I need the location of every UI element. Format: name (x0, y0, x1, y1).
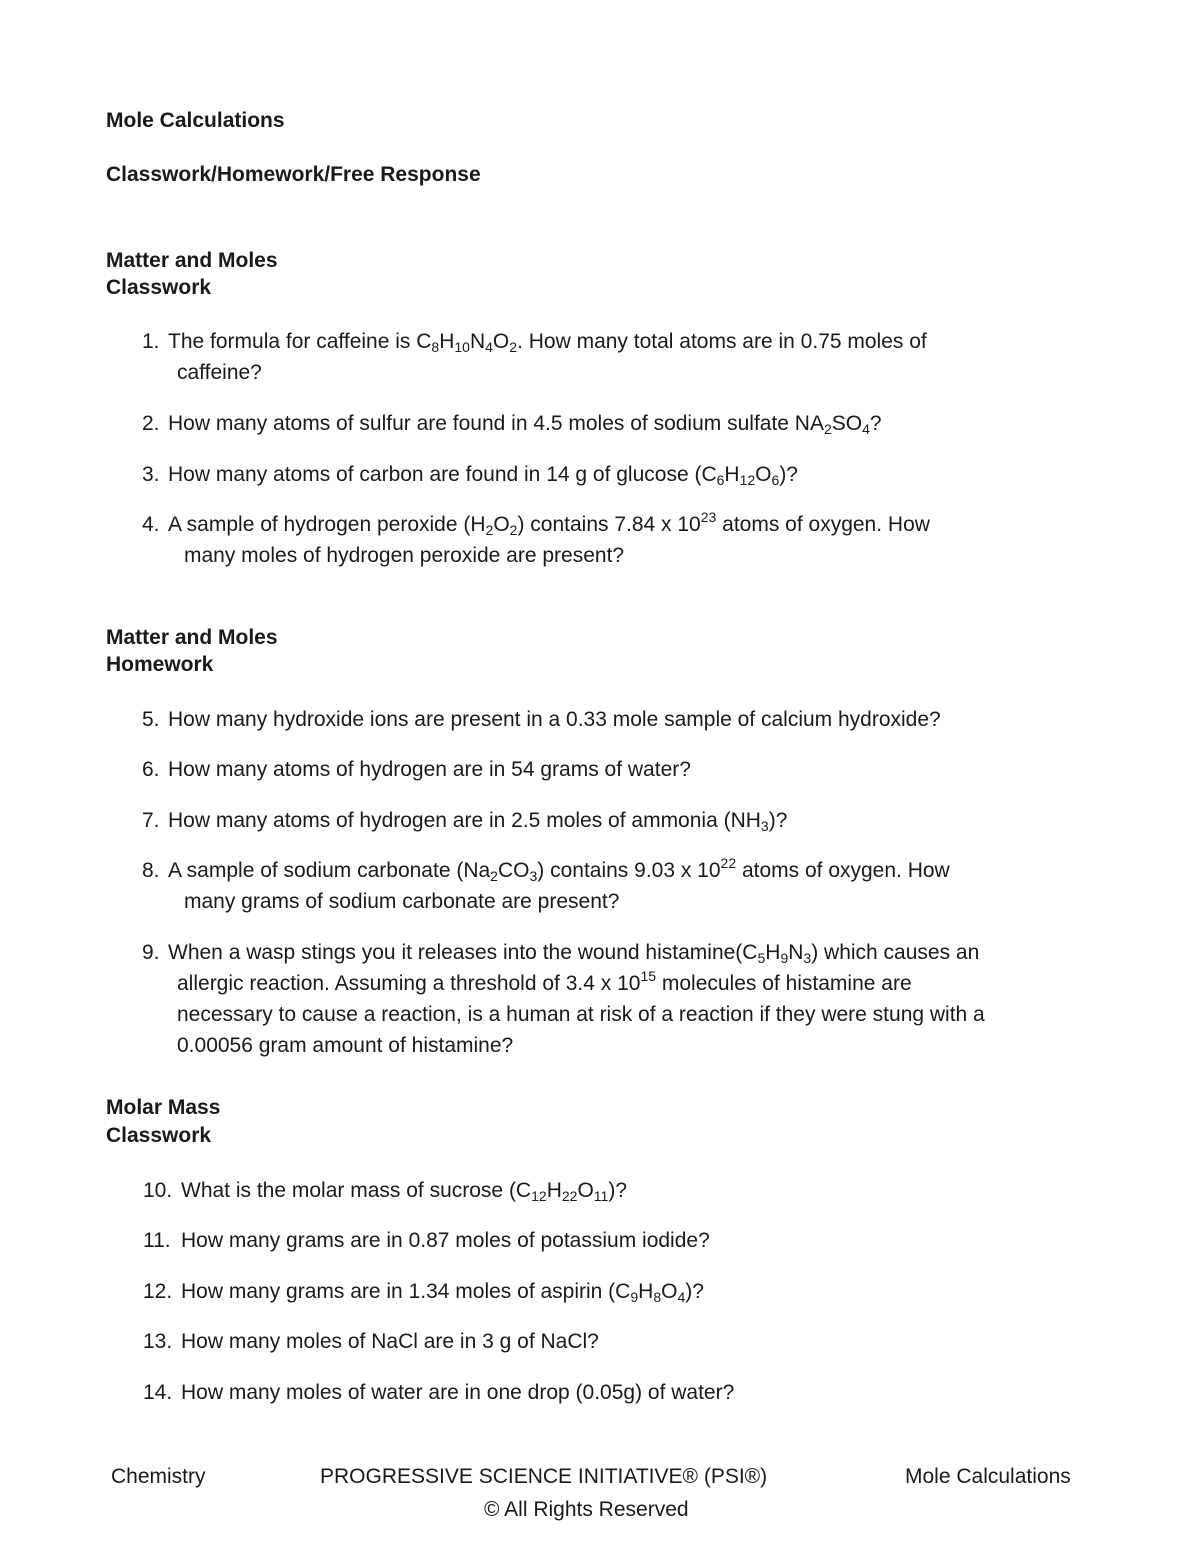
question-number: 5. (142, 708, 160, 731)
section-heading: Molar Mass (106, 1096, 221, 1119)
question-text: How many atoms of sulfur are found in 4.5 moles of sodium sulfate $NA_2SO_4$? (168, 412, 882, 437)
section-subheading: Classwork (106, 276, 212, 299)
question-number: 12. (143, 1280, 173, 1303)
question-text: How many atoms of hydrogen are in 2.5 moles of ammonia $(NH_3)$? (168, 809, 788, 834)
question-6 (142, 754, 1068, 785)
section-heading: Matter and Moles (106, 249, 278, 272)
question-number: 3. (142, 463, 160, 486)
question-13 (143, 1326, 1081, 1357)
question-text: The formula for caffeine is $C_8H_{10}N_4O_2$. How many total atoms are in 0.75 moles of (168, 330, 927, 355)
question-14 (143, 1377, 1081, 1408)
question-text: A sample of hydrogen peroxide $(H_2O_2)$ contains 7.84 x $10^{23}$ atoms of oxygen. How (168, 509, 930, 538)
document-title: Mole Calculations (106, 109, 285, 132)
question-text: How many atoms of carbon are found in 14 g of glucose $(C_6H_{12}O_6)$? (168, 463, 798, 488)
question-12 (143, 1276, 1081, 1307)
question-11 (143, 1225, 1081, 1256)
question-text-continued: many grams of sodium carbonate are present? (184, 890, 620, 913)
question-number: 8. (142, 859, 160, 882)
footer-topic: Mole Calculations (905, 1465, 1071, 1488)
section-subheading: Classwork (106, 1124, 212, 1147)
document-subtitle: Classwork/Homework/Free Response (106, 163, 481, 186)
question-text: What is the molar mass of sucrose $(C_{12}H_{22}O_{11})$? (181, 1179, 628, 1204)
question-text: When a wasp stings you it releases into the wound $histamine(C_5H_9N_3)$ which causes an (168, 941, 980, 966)
question-number: 7. (142, 809, 160, 832)
question-7 (142, 805, 1068, 836)
question-text: How many grams are in 0.87 moles of potassium iodide? (181, 1229, 710, 1252)
question-text-continued: 0.00056 gram amount of histamine? (177, 1034, 514, 1057)
question-text: A sample of sodium carbonate $(Na_2CO_3)$ contains 9.03 x $10^{22}$ atoms of oxygen. How (168, 855, 950, 884)
footer-publisher: PROGRESSIVE SCIENCE INITIATIVE® (PSI®) (320, 1465, 768, 1488)
question-text-continued: necessary to cause a reaction, is a human at risk of a reaction if they were stung with a (177, 1003, 985, 1026)
question-text-continued: allergic reaction. Assuming a threshold of 3.4 x $10^{15}$ molecules of histamine are (177, 968, 912, 995)
question-number: 14. (143, 1381, 173, 1404)
question-8 (142, 855, 1068, 917)
question-2 (142, 408, 1068, 439)
question-3 (142, 459, 1068, 490)
question-number: 9. (142, 941, 160, 964)
question-number: 13. (143, 1330, 173, 1353)
question-number: 10. (143, 1179, 173, 1202)
question-text: How many hydroxide ions are present in a 0.33 mole sample of calcium hydroxide? (168, 708, 941, 731)
question-5 (142, 704, 1088, 735)
question-1 (142, 326, 1068, 388)
question-10 (143, 1175, 1081, 1206)
question-text: How many grams are in 1.34 moles of aspirin $(C_9H_8O_4)$? (181, 1280, 704, 1305)
question-text: How many atoms of hydrogen are in 54 grams of water? (168, 758, 691, 781)
question-text: How many moles of NaCl are in 3 g of NaCl? (181, 1330, 599, 1353)
footer-rights: © All Rights Reserved (484, 1498, 689, 1521)
question-number: 1. (142, 330, 160, 353)
section-subheading: Homework (106, 653, 214, 676)
question-number: 4. (142, 513, 160, 536)
question-number: 6. (142, 758, 160, 781)
question-9 (142, 937, 1098, 1061)
question-number: 2. (142, 412, 160, 435)
footer-subject: Chemistry (111, 1465, 206, 1488)
question-text: How many moles of water are in one drop (0.05g) of water? (181, 1381, 735, 1404)
question-text-continued: many moles of hydrogen peroxide are present? (184, 544, 625, 567)
question-number: 11. (143, 1229, 171, 1252)
question-4 (142, 509, 1068, 571)
section-heading: Matter and Moles (106, 626, 278, 649)
question-text-continued: caffeine? (177, 361, 262, 384)
